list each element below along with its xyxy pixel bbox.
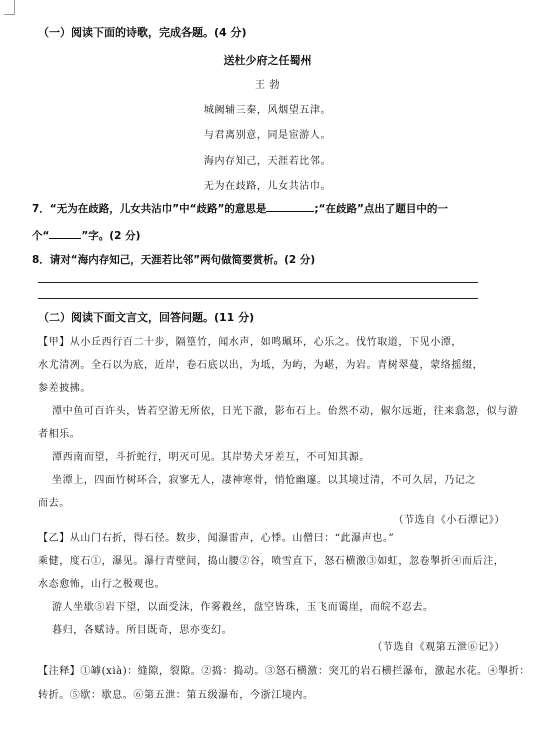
question-7-text-b: ;“在歧路”点出了题目中的一 xyxy=(314,203,448,215)
jia-line: 潭西南而望，斗折蛇行，明灭可见。其岸势犬牙差互，不可知其源。 xyxy=(52,452,370,463)
poem-line: 海内存知己，天涯若比邻。 xyxy=(203,156,332,167)
page-corner-mark xyxy=(4,0,15,15)
notes-line: 【注释】①罅(xià)：缝隙，裂隙。②捣：捣动。③怒石横激：突兀的岩石横拦瀑布，激起水花。④掣折： xyxy=(38,666,531,677)
poem-line: 无为在歧路，儿女共沾巾。 xyxy=(203,181,332,192)
jia-line: 参差披拂。 xyxy=(38,383,91,394)
part2-heading: （二）阅读下面文言文，回答问题。(11 分) xyxy=(38,311,255,324)
yi-line: 【乙】从山门右折，得石径。数步，闻瀑雷声，心悸。山僧曰：“此瀑声也。” xyxy=(38,533,395,544)
answer-blank-2[interactable] xyxy=(49,228,81,239)
question-8: 8．请对“海内存知己，天涯若比邻”两句做简要赏析。(2 分) xyxy=(32,254,316,266)
yi-line: 游人坐歇⑤岩下望，以面受沫，作雾縠丝，盘空皆珠，玉飞而霭崖，而皖不忍去。 xyxy=(52,602,434,613)
question-7-text-a: 7．“无为在歧路，儿女共沾巾”中“歧路”的意思是 xyxy=(32,203,267,215)
poem-title: 送杜少府之任蜀州 xyxy=(223,54,312,67)
answer-blank-1[interactable] xyxy=(266,201,314,212)
yi-line: 水态愈怖，山行之极观也。 xyxy=(38,579,166,590)
jia-line: 坐潭上，四面竹树环合，寂寥无人，凄神寒骨，悄怆幽邃。以其境过清，不可久居，乃记之 xyxy=(52,475,476,486)
yi-line: 乘健，度石①，瀑见。瀑行青壁间，捣山腰②谷，喷雪直下，怒石横激③如虹，忽卷掣折④而后注， xyxy=(38,556,505,567)
poem-line: 城阙辅三秦，风烟望五津。 xyxy=(203,105,332,116)
notes-line: 转折。⑤歇：歇息。⑥第五泄：第五级瀑布，今浙江境内。 xyxy=(38,690,314,701)
jia-line: 水尤清冽。全石以为底，近岸，卷石底以出，为坻，为屿，为嵁，为岩。青树翠蔓，蒙络摇缀， xyxy=(38,360,484,371)
answer-line[interactable] xyxy=(38,298,478,299)
jia-line: 【甲】从小丘西行百二十步，隔篁竹，闻水声，如鸣珮环，心乐之。伐竹取道，下见小潭， xyxy=(38,337,462,348)
yi-line: 暮归，各赋诗。所目既奇，思亦变幻。 xyxy=(52,625,233,636)
question-7 xyxy=(32,201,448,216)
answer-line[interactable] xyxy=(38,282,478,283)
yi-source: （节选自《观第五泄⑥记》） xyxy=(372,642,505,653)
jia-line: 潭中鱼可百许头，皆若空游无所依，日光下澈，影布石上。佁然不动，俶尔远逝，往来翕忽，似与游 xyxy=(52,406,519,417)
jia-line: 者相乐。 xyxy=(38,429,81,440)
poem-line: 与君离别意，同是宦游人。 xyxy=(203,130,332,141)
poem-author: 王 勃 xyxy=(255,80,280,91)
question-7-text-d: ”字。(2 分) xyxy=(81,230,141,242)
question-7-text-c: 个“ xyxy=(32,230,50,242)
part1-heading: （一）阅读下面的诗歌，完成各题。(4 分) xyxy=(38,26,247,39)
question-7-cont xyxy=(32,228,140,243)
jia-line: 而去。 xyxy=(38,498,70,509)
jia-source: （节选自《小石潭记》） xyxy=(393,515,505,526)
